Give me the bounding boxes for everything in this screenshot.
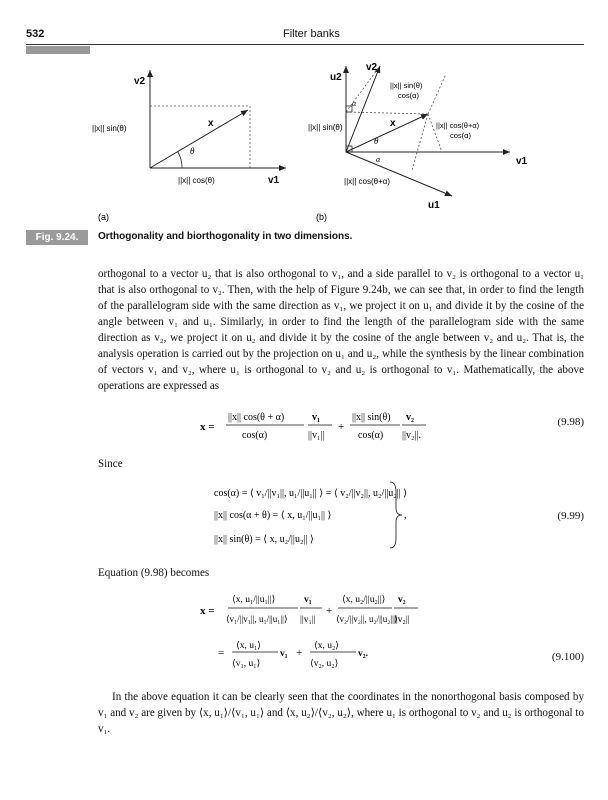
svg-text:||x|| cos(α + θ) = ⟨ x, u₁/||u: ||x|| cos(α + θ) = ⟨ x, u₁/||u₁|| ⟩ bbox=[214, 510, 332, 521]
figure-9-24 bbox=[90, 58, 560, 230]
svg-text:cos(α): cos(α) bbox=[358, 430, 384, 441]
svg-text:v₁: v₁ bbox=[312, 412, 320, 423]
parallel-v2-b bbox=[428, 74, 446, 114]
svg-text:cos(α): cos(α) bbox=[242, 430, 268, 441]
svg-text:⟨x, u₂⟩: ⟨x, u₂⟩ bbox=[314, 641, 339, 651]
label-cos-a: ||x|| cos(θ) bbox=[178, 176, 215, 185]
svg-text:v₁: v₁ bbox=[304, 595, 312, 605]
svg-text:⟨v₂, u₂⟩: ⟨v₂, u₂⟩ bbox=[310, 659, 339, 669]
vector-x-a bbox=[150, 110, 248, 168]
projection-u1-b bbox=[412, 114, 428, 170]
label-cos-alpha-b1: cos(α) bbox=[398, 91, 420, 100]
label-alpha-b2: α bbox=[376, 155, 381, 164]
svg-text:||x|| sin(θ): ||x|| sin(θ) bbox=[352, 412, 391, 423]
svg-text:||v₁||: ||v₁|| bbox=[300, 615, 316, 625]
svg-text:⟨v₁, u₁⟩: ⟨v₁, u₁⟩ bbox=[232, 659, 261, 669]
axis-u1-b bbox=[346, 152, 452, 196]
text-equation-becomes: Equation (9.98) becomes bbox=[98, 567, 210, 579]
figure-caption: Orthogonality and biorthogonality in two dimensions. bbox=[98, 231, 353, 242]
equation-number-99: (9.99) bbox=[557, 510, 584, 522]
panel-a bbox=[92, 70, 286, 222]
svg-text:||v₁||: ||v₁|| bbox=[308, 430, 325, 441]
svg-text:⟨x, u₂/||u₂||⟩: ⟨x, u₂/||u₂||⟩ bbox=[342, 595, 386, 605]
svg-text:v₁: v₁ bbox=[280, 649, 288, 659]
label-sin-b: ||x|| sin(θ) bbox=[308, 123, 343, 132]
svg-text:⟨x, u₁⟩: ⟨x, u₁⟩ bbox=[236, 641, 261, 651]
svg-text:||x|| cos(θ + α): ||x|| cos(θ + α) bbox=[228, 412, 285, 423]
svg-text:v₂.: v₂. bbox=[358, 649, 368, 659]
svg-text:x =: x = bbox=[200, 421, 215, 433]
label-x-a: x bbox=[208, 118, 214, 129]
svg-text:=: = bbox=[218, 647, 225, 659]
svg-text:+: + bbox=[326, 605, 333, 617]
svg-text:,: , bbox=[404, 510, 407, 521]
label-theta-b: θ bbox=[374, 136, 379, 146]
theta-arc-a bbox=[178, 152, 182, 168]
tag-b: (b) bbox=[316, 212, 327, 222]
svg-text:||x|| sin(θ) = ⟨ x, u₂/||u₂||: ||x|| sin(θ) = ⟨ x, u₂/||u₂|| ⟩ bbox=[214, 534, 314, 545]
paragraph-coordinates: In the above equation it can be clearly seen that the coordinates in the nonorthogonal basis composed by v₁ and v₂ are given by ⟨x, u₁⟩/⟨v₁, u₁⟩ and ⟨x, u₂⟩/⟨v₂, u₂⟩, where u₁ is orthogonal to v₂ and u₂ is orthogonal to v₁. bbox=[98, 691, 584, 735]
page-number: 532 bbox=[26, 28, 45, 40]
svg-text:||v₂||.: ||v₂||. bbox=[402, 430, 421, 441]
label-u1-b: u1 bbox=[428, 200, 440, 211]
svg-text:cos(α) = ⟨ v₁/||v₁||, u₁/||u₁|: cos(α) = ⟨ v₁/||v₁||, u₁/||u₁|| ⟩ = ⟨ v₂/||v₂||, u₂/||u₂|| ⟩ bbox=[214, 488, 408, 499]
svg-text:⟨x, u₁/||u₁||⟩: ⟨x, u₁/||u₁||⟩ bbox=[232, 595, 276, 605]
label-frac-sin-b: ||x|| sin(θ) bbox=[390, 81, 423, 90]
panel-b bbox=[308, 62, 528, 222]
parallel-v1-b bbox=[428, 114, 442, 152]
equation-9-98 bbox=[200, 406, 430, 446]
svg-text:v₂: v₂ bbox=[406, 412, 414, 423]
label-v1-a: v1 bbox=[268, 175, 280, 186]
label-frac-cos-b: ||x|| cos(θ+α) bbox=[436, 121, 480, 130]
svg-text:+: + bbox=[296, 647, 303, 659]
equation-number-98: (9.98) bbox=[557, 416, 584, 428]
header-rule bbox=[26, 44, 584, 45]
label-v2-b: v2 bbox=[366, 62, 378, 73]
equation-9-99 bbox=[214, 478, 410, 552]
projection-u2-b bbox=[346, 112, 428, 114]
equation-9-100 bbox=[200, 586, 420, 674]
equation-number-100: (9.100) bbox=[551, 651, 584, 663]
svg-text:||v₂||: ||v₂|| bbox=[394, 615, 410, 625]
tag-a: (a) bbox=[98, 212, 109, 222]
svg-text:+: + bbox=[338, 421, 345, 433]
label-u2-b: u2 bbox=[330, 72, 342, 83]
label-v2-a: v2 bbox=[134, 76, 146, 87]
paragraph-analysis-synthesis: orthogonal to a vector u₂ that is also orthogonal to v₁, and a side parallel to v₂ is orthogonal to a vector u₁ that is also orthogonal to v₂. Then, with the help of Figure 9.24b, we can see that, in order to find the length of the parallelogram side with the same direction as v₁, we project it on u₁ and divide it by the cosine of the angle between v₁ and u₁. Similarly, in order to find the length of the parallelogram side with the same direction as v₂, we project it on u₂ and divide it by the cosine of the angle between v₂ and u₂. That is, the analysis operation is carried out by the projection on u₁ and u₂, while the synthesis by the linear combination of vectors v₁ and v₂, where u₁ is orthogonal to v₂ and u₂ is orthogonal to v₁. Mathematically, the above operations are expressed as bbox=[98, 268, 584, 392]
text-since: Since bbox=[98, 458, 123, 470]
svg-text:⟨v₂/||v₂||, u₂/||u₂||⟩: ⟨v₂/||v₂||, u₂/||u₂||⟩ bbox=[336, 614, 398, 624]
running-title: Filter banks bbox=[283, 28, 340, 40]
label-sin-a: ||x|| sin(θ) bbox=[92, 124, 127, 133]
label-x-b: x bbox=[390, 118, 396, 129]
figure-label: Fig. 9.24. bbox=[26, 230, 88, 245]
label-v1-b: v1 bbox=[516, 156, 528, 167]
label-cos-b: ||x|| cos(θ+α) bbox=[344, 177, 391, 186]
label-alpha-b1: α bbox=[352, 99, 357, 108]
svg-text:x =: x = bbox=[200, 605, 215, 617]
label-cos-alpha-b2: cos(α) bbox=[450, 131, 472, 140]
label-theta-a: θ bbox=[190, 146, 195, 156]
header-accent-bar bbox=[26, 46, 90, 54]
svg-text:⟨v₁/||v₁||, u₁/||u₁||⟩: ⟨v₁/||v₁||, u₁/||u₁||⟩ bbox=[226, 614, 288, 624]
svg-text:v₂: v₂ bbox=[398, 595, 406, 605]
